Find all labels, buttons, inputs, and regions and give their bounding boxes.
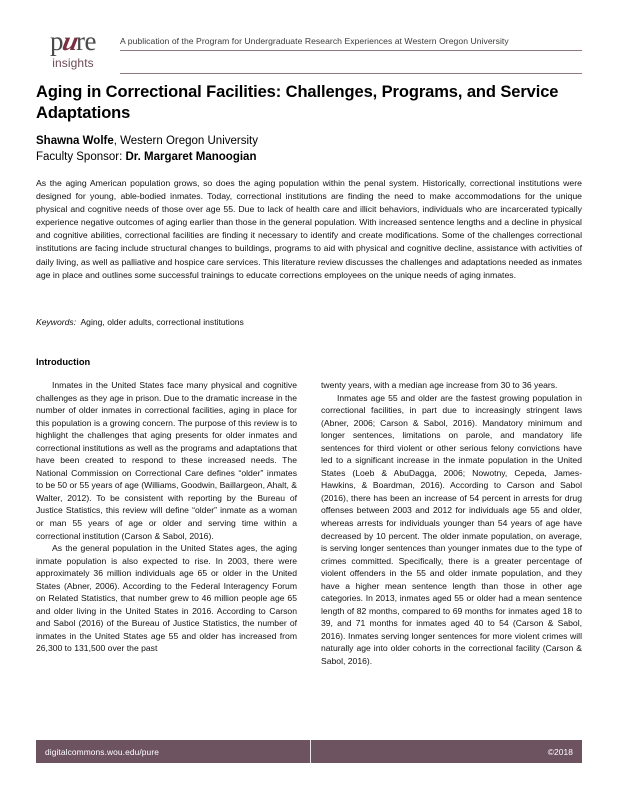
logo-letter-p: p: [49, 26, 63, 56]
sponsor-name: Dr. Margaret Manoogian: [125, 151, 257, 163]
paragraph: Inmates in the United States face many physical and cognitive challenges as they age in prison. Due to the dramatic increase in the number of older inmates in correctional facilities, aging in place for this population is a growing concern. The purpose of this review is to highlight the challenges that aging presents for older inmates and correctional institutions as well as the programs and adaptations that have been created to respond to these increased needs. The National Commission on Correctional Care defines “older” inmates to be 50 or 55 years of age (Williams, Goodwin, Baillargeon, Ahalt, & Walter, 2012). To be consistent with reporting by the Bureau of Justice Statistics, this review will define “older” inmate as a woman or man 55 years of age or older and serving time within a correctional institution (Carson & Sabol, 2016).: [36, 380, 297, 541]
page-footer: [36, 740, 582, 763]
keywords-label: Keywords:: [36, 317, 77, 327]
sponsor-label: Faculty Sponsor:: [36, 151, 126, 163]
paragraph: As the general population in the United States ages, the aging inmate population is also expected to rise. In 2003, there were approximately 36 million individuals age 65 or older in the United States (Abner, 2006). According to the Federal Interagency Forum on Related Statistics, that number grew to 46 million people age 65 and older living in the United States in 2016. According to Carson and Sabol (2016) of the Bureau of Justice Statistics, the number of inmates in the United States age 55 and older has increased from 26,300 to 131,500 over the past: [36, 543, 297, 654]
author-affiliation: , Western Oregon University: [113, 135, 258, 147]
logo-letters-re: re: [76, 26, 96, 56]
logo-wordmark: [36, 28, 110, 56]
masthead-rule-bottom: [120, 73, 582, 74]
author-block: [36, 133, 576, 165]
author-line: [36, 133, 576, 149]
keywords-line: [36, 316, 582, 328]
abstract-text: As the aging American population grows, so does the aging population within the penal system. Historically, correctional institutions were designed for young, able-bodied inmates. Today, correctional institutions are finding the need to make accommodations for the unique physical and cognitive needs of those over age 55. Due to lack of health care and illicit behaviors, individuals who are incarcerated typically experience negative outcomes of aging earlier than those in the general population. With increased sentence lengths and a decline in physical and cognitive abilities, correctional facilities are finding it necessary to identify and create modifications. Some of the challenges correctional institutions are facing include structural changes to buildings, programs to aid with physical and cognitive decline, assistance with activities of daily living, as well as palliative and hospice care services. This literature review discusses the challenges and adaptations needed as inmates age in place and outlines some successful trainings to educate corrections employees on the unique needs of aging inmates.: [36, 178, 583, 280]
masthead-tagline: A publication of the Program for Undergraduate Research Experiences at Western Oregon University: [120, 36, 509, 46]
page-title: Aging in Correctional Facilities: Challenges, Programs, and Service Adaptations: [36, 83, 559, 122]
masthead: [36, 28, 582, 74]
footer-copyright: ©2018: [547, 746, 573, 757]
body-column-right: [321, 379, 582, 668]
masthead-rule-top: [120, 50, 582, 51]
paragraph: twenty years, with a median age increase from 30 to 36 years.: [321, 380, 558, 390]
paragraph: Inmates age 55 and older are the fastest growing population in correctional facilities, in part due to increasingly stringent laws (Abner, 2006; Carson & Sabol, 2016). Mandatory minimum and longer sentences, limitations on parole, and mandatory life sentences for third violent or other serious felony convictions have led to a significant increase in the inmate population in the United States (Loeb & AbuDagga, 2006; Nowotny, Cepeda, James-Hawkins, & Boardman, 2016). According to Carson and Sabol (2016), there has been an increase of 54 percent in arrests for drug offenses between 2003 and 2012 for individuals age 55 and older, whereas arrests for individuals younger than 54 years of age have decreased by 10 percent. The older inmate population, on average, is serving longer sentences than younger inmates due to the type of crimes committed. Specifically, there is a greater percentage of violent offenders in the 55 and older inmate population, and they have a higher mean sentence length than those in other age categories. In 2013, inmates aged 55 or older had a mean sentence length of 82 months, compared to 69 months for inmates aged 18 to 39, and 71 months for inmates aged 40 to 54 (Carson & Sabol, 2016). Inmates serving longer sentences for more violent crimes will naturally age into older cohorts in the correctional facility (Carson & Sabol, 2016).: [321, 392, 582, 667]
footer-url[interactable]: digitalcommons.wou.edu/pure: [45, 746, 159, 757]
pure-insights-logo: [36, 28, 110, 70]
logo-subtitle: insights: [52, 56, 94, 70]
body-column-left: [36, 379, 297, 668]
logo-letter-u: u: [59, 26, 80, 56]
footer-divider: [310, 740, 311, 763]
keywords-value: Aging, older adults, correctional institutions: [80, 317, 244, 327]
author-name: Shawna Wolfe: [36, 135, 114, 147]
section-heading-introduction: Introduction: [36, 357, 91, 367]
sponsor-line: [36, 149, 576, 165]
body-columns: [36, 379, 582, 668]
